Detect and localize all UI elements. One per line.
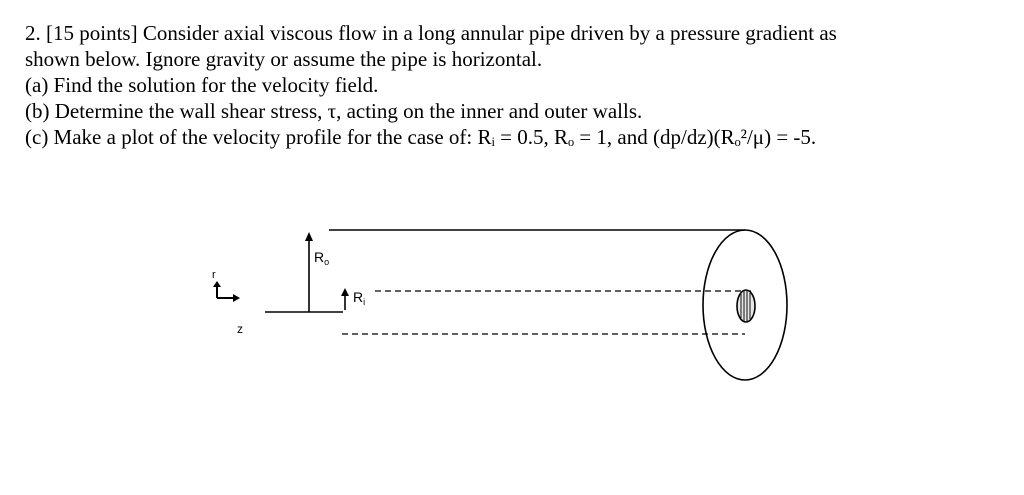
coordinate-axes <box>213 281 240 302</box>
problem-line-1: 2. [15 points] Consider axial viscous flow in a long annular pipe driven by a pressure gradient as <box>25 21 837 45</box>
r-axis-arrowhead <box>213 281 221 287</box>
inner-pipe-end-ellipse <box>737 290 755 322</box>
problem-line-part-b: (b) Determine the wall shear stress, τ, acting on the inner and outer walls. <box>25 99 643 123</box>
outer-radius-symbol: R <box>314 249 325 265</box>
outer-radius-dimension <box>305 232 329 312</box>
inner-radius-subscript: i <box>363 297 366 307</box>
r-axis-label: r <box>212 269 216 281</box>
problem-line-part-a: (a) Find the solution for the velocity field. <box>25 73 379 97</box>
inner-pipe-end <box>737 290 755 322</box>
hidden-lines <box>342 291 755 334</box>
inner-radius-dimension <box>341 288 365 310</box>
outer-radius-subscript: o <box>324 257 330 267</box>
problem-line-2: shown below. Ignore gravity or assume the pipe is horizontal. <box>25 47 543 71</box>
z-axis-label: z <box>237 322 243 336</box>
inner-radius-arrowhead <box>341 288 349 296</box>
inner-radius-label <box>353 289 365 307</box>
outer-radius-label <box>314 249 329 267</box>
inner-radius-symbol: R <box>353 289 364 305</box>
problem-line-part-c: (c) Make a plot of the velocity profile for the case of: Rᵢ = 0.5, Rₒ = 1, and (dp/dz)(Rₒ²/μ) = -5. <box>25 125 817 149</box>
z-axis-arrowhead <box>233 294 240 302</box>
outer-radius-arrowhead <box>305 232 313 241</box>
